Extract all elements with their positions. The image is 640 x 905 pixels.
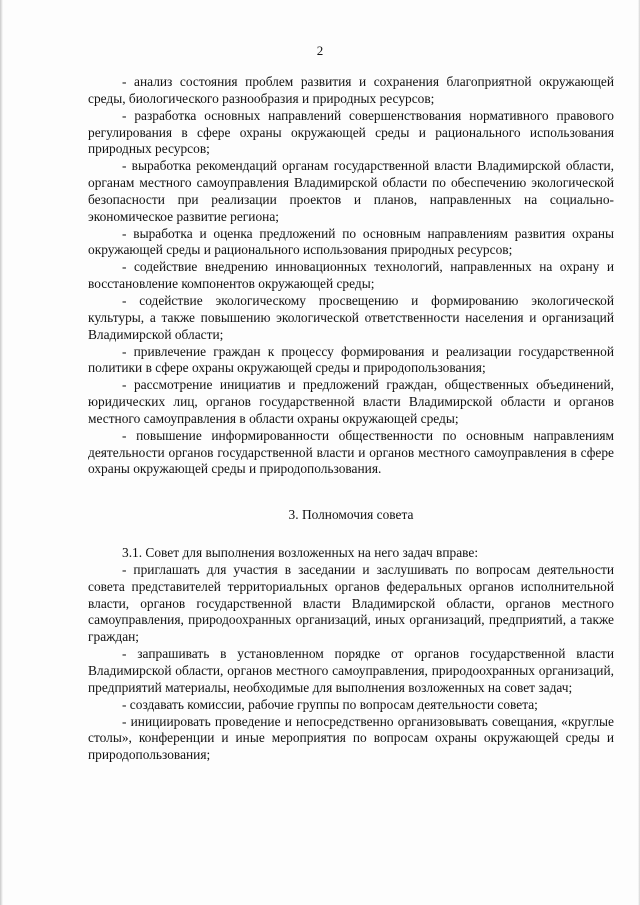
list-item: - создавать комиссии, рабочие группы по вопросам деятельности совета;	[122, 696, 538, 712]
list-item: - содействие внедрению инновационных технологий, направленных на охрану и восстановление компонентов окружающей среды;	[88, 259, 614, 292]
list-item: - привлечение граждан к процессу формирования и реализации государственной политики в сфере охраны окружающей среды и природопользования;	[88, 343, 614, 376]
page-number: 2	[316, 43, 324, 58]
scan-edge-left	[0, 0, 3, 905]
list-item: - анализ состояния проблем развития и сохранения благоприятной окружающей среды, биологического разнообразия и природных ресурсов;	[88, 74, 614, 106]
list-item: - содействие экологическому просвещению и формированию экологической культуры, а также повышению экологической ответственности населения и организаций Владимирской области;	[88, 292, 614, 342]
list-item: - запрашивать в установленном порядке от органов государственной власти Владимирской области, органов местного самоуправления, природоохранных организаций, предприятий материалы, необходимые для выполнения возложенных на совет задач;	[88, 646, 614, 695]
list-item: - рассмотрение инициатив и предложений граждан, общественных объединений, юридических лиц, органов государственной власти Владимирской области и органов местного самоуправления в области охраны окружающей среды;	[88, 377, 614, 426]
section-intro: 3.1. Совет для выполнения возложенных на него задач вправе:	[122, 545, 479, 561]
document-body	[88, 74, 614, 764]
list-item: - выработка рекомендаций органам государственной власти Владимирской области, органам местного самоуправления Владимирской области по обеспечению экологической безопасности при реализации проектов и планов, направленных на социально-экономическое развитие региона;	[88, 158, 614, 224]
list-item: - разработка основных направлений совершенствования нормативного правового регулирования в сфере охраны окружающей среды и рационального использования природных ресурсов;	[88, 107, 614, 157]
section-title: 3. Полномочия совета	[288, 507, 414, 523]
list-item: - приглашать для участия в заседании и заслушивать по вопросам деятельности совета представителей территориальных органов федеральных органов исполнительной власти, органов государственной власти Владимирской области, органов местного самоуправления, природоохранных организаций, иных организаций, предприятий, а также граждан;	[88, 561, 614, 645]
list-item: - инициировать проведение и непосредственно организовывать совещания, «круглые столы», конференции и иные мероприятия по вопросам охраны окружающей среды и природопользования;	[88, 713, 614, 763]
list-item: - повышение информированности общественности по основным направлениям деятельности органов государственной власти и органов местного самоуправления в сфере охраны окружающей среды и природопользования.	[88, 427, 614, 477]
list-item: - выработка и оценка предложений по основным направлениям развития охраны окружающей среды и рационального использования природных ресурсов;	[88, 225, 614, 258]
